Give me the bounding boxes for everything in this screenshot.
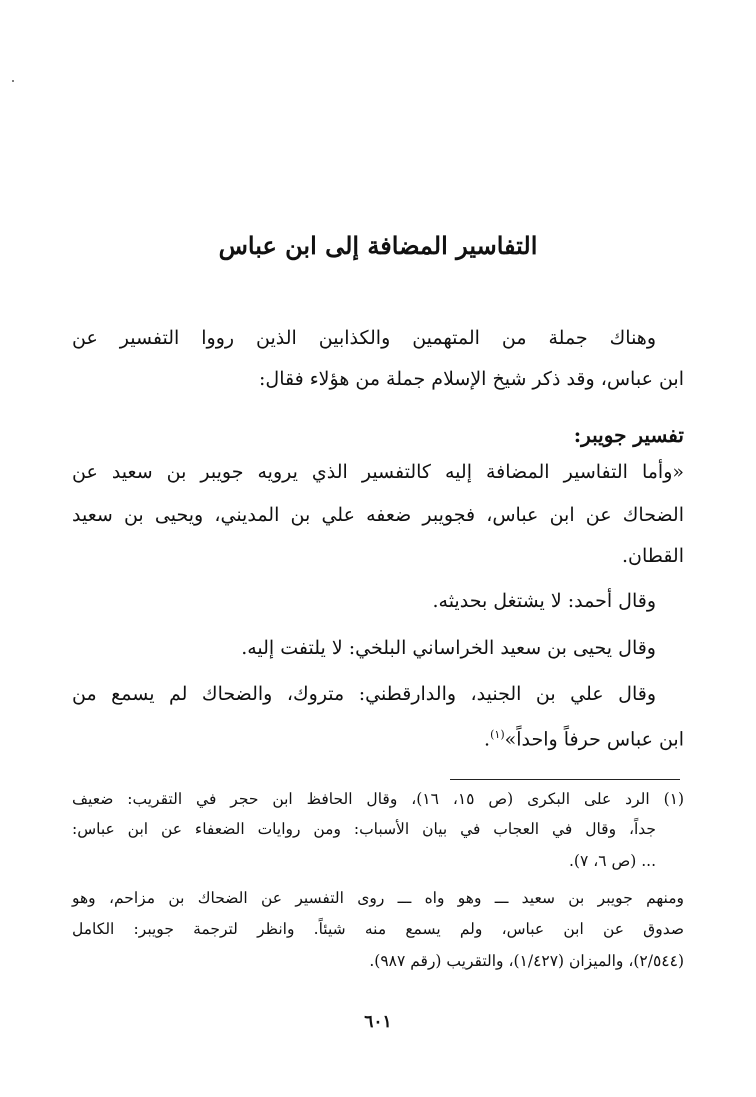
footnote-line-4: ومنهم جويبر بن سعيد ـــ وهو واه ـــ روى التفسير عن الضحاك بن مزاحم، وهو — [72, 889, 684, 907]
quote-line-2: الضحاك عن ابن عباس، فجويبر ضعفه علي بن المديني، ويحيى بن سعيد — [72, 504, 684, 526]
footnote-reference: (١) — [490, 728, 505, 741]
intro-line-2: ابن عباس، وقد ذكر شيخ الإسلام جملة من هؤلاء فقال: — [259, 368, 684, 390]
ahmad-statement: وقال أحمد: لا يشتغل بحديثه. — [432, 590, 656, 612]
ali-statement-line-2 — [72, 720, 684, 754]
quote-line-1: «وأما التفاسير المضافة إليه كالتفسير الذي يرويه جويبر بن سعيد عن — [72, 461, 684, 483]
page-number: ٦٠١ — [364, 1012, 392, 1032]
intro-line-1: وهناك جملة من المتهمين والكذابين الذين رووا التفسير عن — [72, 327, 656, 349]
footnote-line-6: (٢/٥٤٤)، والميزان (١/٤٢٧)، والتقريب (رقم ٩٨٧). — [369, 952, 684, 970]
scan-speck — [12, 80, 14, 82]
footnote-line-3: ... (ص ٦، ٧). — [569, 852, 656, 870]
chapter-title: التفاسير المضافة إلى ابن عباس — [218, 231, 538, 260]
ali-statement-line-1: وقال علي بن الجنيد، والدارقطني: متروك، والضحاك لم يسمع من — [72, 683, 656, 705]
ali-statement-end: . — [484, 728, 491, 751]
footnote-divider — [450, 779, 680, 780]
ali-statement-text: ابن عباس حرفاً واحداً» — [504, 728, 684, 751]
footnote-line-1: (١) الرد على البكرى (ص ١٥، ١٦)، وقال الحافظ ابن حجر في التقريب: ضعيف — [72, 790, 685, 808]
footnote-line-2: جداً، وقال في العجاب في بيان الأسباب: ومن روايات الضعفاء عن ابن عباس: — [72, 820, 656, 838]
yahya-statement: وقال يحيى بن سعيد الخراساني البلخي: لا يلتفت إليه. — [241, 637, 656, 659]
footnote-line-5: صدوق عن ابن عباس، ولم يسمع منه شيئاً. وانظر لترجمة جويبر: الكامل — [72, 920, 684, 938]
section-heading: تفسير جويبر: — [573, 423, 684, 447]
quote-line-3: القطان. — [621, 545, 684, 567]
